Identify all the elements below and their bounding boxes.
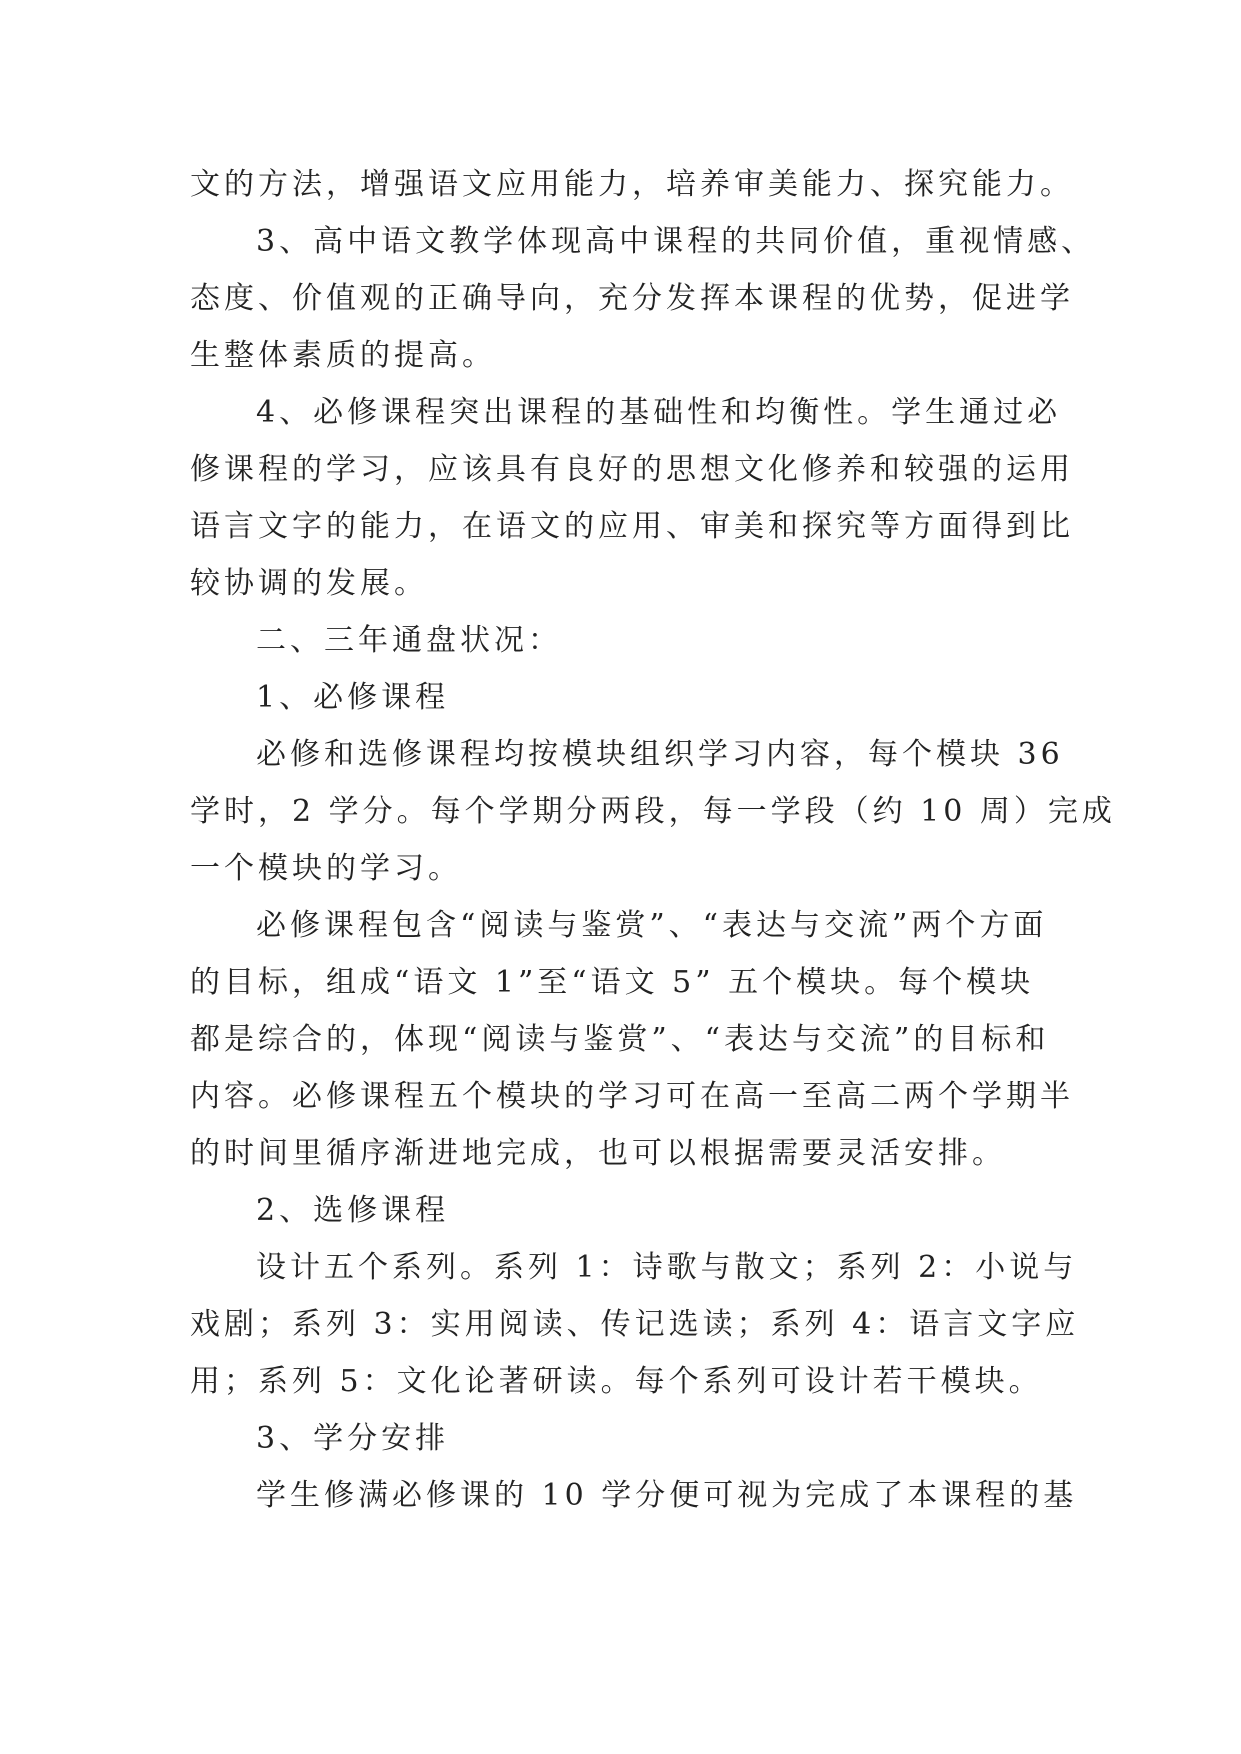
text-line: 的目标，组成“语文 1”至“语文 5” 五个模块。每个模块 — [190, 965, 1035, 1000]
text-line: 内容。必修课程五个模块的学习可在高一至高二两个学期半 — [190, 1079, 1074, 1114]
text-line: 较协调的发展。 — [190, 566, 428, 601]
text-line: 设计五个系列。系列 1：诗歌与散文；系列 2：小说与 — [256, 1250, 1078, 1285]
text-line: 都是综合的，体现“阅读与鉴赏”、“表达与交流”的目标和 — [190, 1022, 1050, 1057]
text-line: 态度、价值观的正确导向，充分发挥本课程的优势，促进学 — [190, 281, 1074, 316]
text-line: 学时，2 学分。每个学期分两段，每一学段（约 10 周）完成 — [190, 794, 1116, 829]
subsection-heading: 2、选修课程 — [256, 1193, 450, 1228]
text-line: 语言文字的能力，在语文的应用、审美和探究等方面得到比 — [190, 509, 1074, 544]
text-line: 学生修满必修课的 10 学分便可视为完成了本课程的基 — [256, 1478, 1078, 1513]
text-line: 一个模块的学习。 — [190, 851, 462, 886]
text-line: 用；系列 5：文化论著研读。每个系列可设计若干模块。 — [190, 1364, 1043, 1399]
subsection-heading: 1、必修课程 — [256, 680, 450, 715]
text-line: 生整体素质的提高。 — [190, 338, 496, 373]
text-line: 文的方法，增强语文应用能力，培养审美能力、探究能力。 — [190, 167, 1074, 202]
text-line: 戏剧；系列 3：实用阅读、传记选读；系列 4：语言文字应 — [190, 1307, 1080, 1342]
text-line: 的时间里循序渐进地完成，也可以根据需要灵活安排。 — [190, 1136, 1006, 1171]
subsection-heading: 3、学分安排 — [256, 1421, 450, 1456]
section-heading: 二、三年通盘状况： — [256, 623, 562, 658]
text-line: 修课程的学习，应该具有良好的思想文化修养和较强的运用 — [190, 452, 1074, 487]
text-line: 4、必修课程突出课程的基础性和均衡性。学生通过必 — [256, 395, 1062, 430]
text-line: 必修课程包含“阅读与鉴赏”、“表达与交流”两个方面 — [256, 908, 1048, 943]
text-line: 3、高中语文教学体现高中课程的共同价值，重视情感、 — [256, 224, 1096, 259]
text-line: 必修和选修课程均按模块组织学习内容，每个模块 36 — [256, 737, 1064, 772]
